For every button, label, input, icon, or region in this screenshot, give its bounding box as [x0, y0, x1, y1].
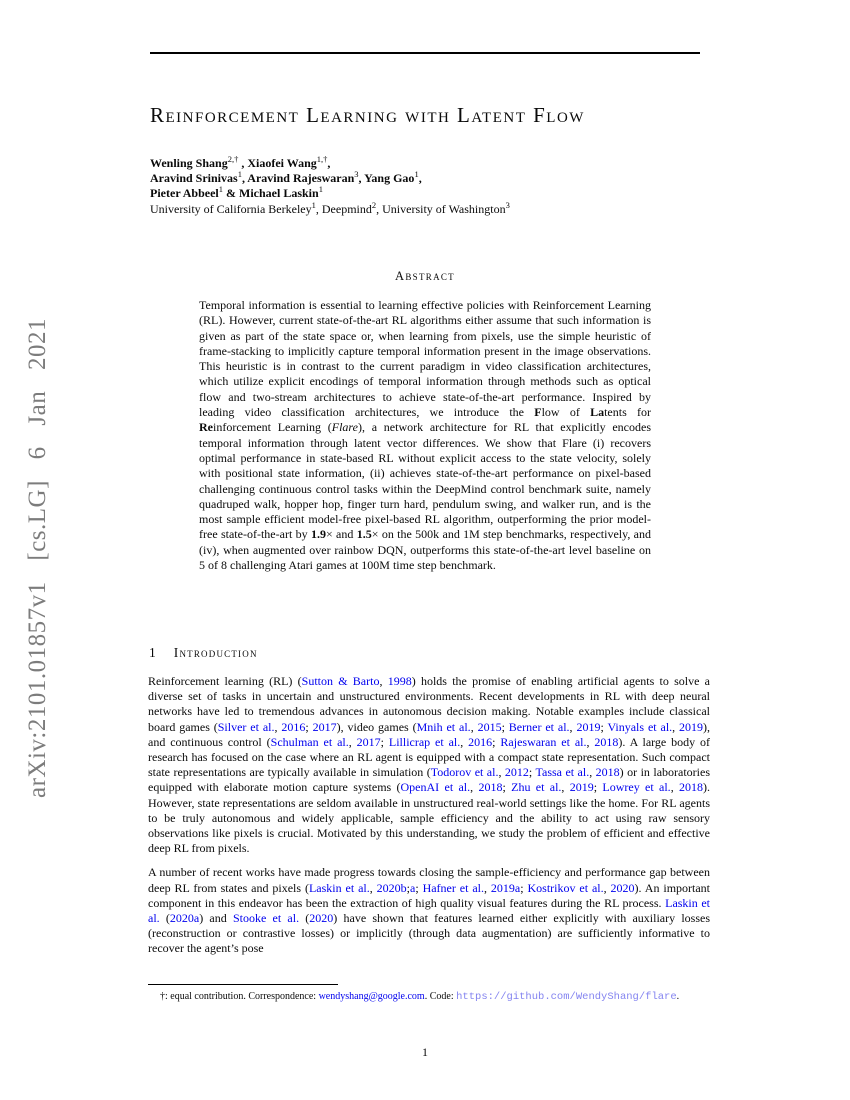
text-segment: ; — [305, 719, 313, 734]
text-segment: La — [590, 405, 605, 420]
author-line — [150, 186, 510, 201]
text-segment: , — [379, 674, 388, 688]
text-segment: , — [672, 719, 680, 734]
citation-link[interactable]: Tassa et al. — [535, 765, 590, 780]
abstract-heading: Abstract — [395, 269, 455, 283]
text-segment: , — [470, 780, 479, 795]
citation-link[interactable]: 1998 — [387, 674, 412, 688]
citation-link[interactable]: Hafner et al. — [422, 880, 485, 895]
citation-link[interactable]: Kostrikov et al. — [527, 880, 604, 895]
text-segment: , — [569, 719, 577, 734]
intro-paragraph — [148, 865, 710, 956]
text-segment: . Code: — [424, 991, 457, 1002]
text-segment: 2,† — [227, 154, 239, 164]
text-segment: ; — [593, 780, 603, 795]
text-segment: tents for — [604, 405, 651, 420]
text-segment: , — [589, 765, 596, 780]
citation-link[interactable]: 2019a — [490, 880, 521, 895]
citation-link[interactable]: 2016 — [468, 734, 493, 749]
citation-link[interactable]: Vinyals et al. — [607, 719, 673, 734]
text-segment: ; — [600, 719, 608, 734]
citation-link[interactable]: Rajeswaran et al. — [500, 734, 587, 749]
text-segment: 1,† — [316, 154, 328, 164]
text-segment: ) holds the promise of enabling artificial agents to solve a diverse set of tasks in uncertain and unstructured environments. Recent developments in RL with deep neural networks have led to tremendous advances in autonomous decision making. Notable examples include classical board games ( — [148, 674, 710, 734]
text-segment: University of California Berkeley — [150, 201, 312, 216]
text-segment: 2 — [371, 199, 377, 210]
text-segment: ; — [502, 780, 512, 795]
text-segment: Pieter Abbeel — [150, 186, 219, 201]
citation-link[interactable]: 2020b — [376, 880, 407, 895]
section-heading-introduction — [149, 645, 258, 661]
citation-link[interactable]: 2018 — [679, 780, 704, 795]
text-segment: ). However, state representations are seldom available in unstructured real-world settings like the home. For RL agents to be truly autonomous and widely applicable, sample efficiency and the ability to act using raw sensory observations like pixels is crucial. Motivated by this understanding, we study the problem of efficient and effective deep RL from pixels. — [148, 780, 711, 856]
citation-link[interactable]: a — [409, 880, 416, 895]
citation-link[interactable]: Lowrey et al. — [602, 780, 671, 795]
text-segment: ; — [528, 765, 536, 780]
citation-link[interactable]: Stooke et al. — [232, 911, 300, 926]
text-segment: & Michael Laskin — [223, 186, 319, 201]
text-segment: , — [670, 780, 680, 795]
text-segment: ). An important component in this endeavor has been the extraction of high quality visual features during the RL process. — [148, 880, 711, 910]
citation-link[interactable]: 2018 — [594, 734, 619, 749]
citation-link[interactable]: 2016 — [281, 719, 306, 734]
text-segment: 1 — [237, 169, 242, 180]
text-segment: 1 — [311, 199, 316, 210]
text-segment: . — [676, 991, 680, 1002]
code-url-link[interactable]: WendyShang/flare — [575, 991, 677, 1003]
text-segment: , — [369, 880, 377, 895]
text-segment: 1.5 — [356, 527, 372, 542]
citation-link[interactable]: Mnih et al. — [416, 719, 471, 734]
footnote-rule — [148, 984, 338, 985]
text-segment: Flare — [331, 420, 358, 435]
text-segment: Wenling Shang — [150, 156, 228, 170]
text-segment: 1 — [218, 184, 224, 195]
text-segment: , — [460, 734, 469, 749]
text-segment: ; — [415, 880, 423, 895]
introduction-body — [148, 674, 710, 966]
affiliation-line — [150, 199, 510, 217]
citation-link[interactable]: 2015 — [477, 719, 502, 734]
text-segment: 3 — [354, 169, 359, 180]
section-number: 1 — [149, 645, 156, 660]
citation-link[interactable]: Sutton & Barto — [301, 674, 380, 688]
citation-link[interactable]: 2017 — [356, 734, 381, 749]
author-block — [150, 156, 510, 217]
text-segment: × and — [325, 527, 357, 542]
text-segment: F — [534, 405, 542, 420]
text-segment: 1.9 — [310, 527, 326, 542]
abstract-text — [199, 298, 651, 573]
text-segment: A number of recent works have made progress towards closing the sample-efficiency and performance gap between deep RL from states and pixels ( — [148, 865, 710, 895]
text-segment: , — [418, 171, 422, 186]
text-segment: Re — [199, 420, 213, 435]
author-line — [150, 156, 510, 171]
text-segment: ; — [520, 880, 528, 895]
text-segment: ; — [380, 734, 389, 749]
text-segment: , — [498, 765, 505, 780]
citation-link[interactable]: 2020a — [169, 911, 200, 926]
text-segment: , Xiaofei Wang — [238, 156, 317, 170]
text-segment: ). A large body of research has focused on the case where an RL agent is equipped with a compact state representation. Such compact state representations are typically available in simulation ( — [148, 734, 711, 780]
text-segment: Aravind Srinivas — [150, 171, 238, 186]
text-segment: , Yang Gao — [358, 171, 415, 186]
text-segment: ), video games ( — [336, 719, 417, 734]
text-segment: , — [327, 156, 331, 170]
text-segment: Temporal information is essential to learning effective policies with Reinforcement Learning (RL). However, current state-of-the-art RL algorithms either assume that such information is given as part of the state space or, when learning from pixels, use the simple heuristic of frame-stacking to implicitly capture temporal information present in the image observations. This heuristic is in contrast to the current paradigm in video classification architectures, which utilize explicit encodings of temporal information through methods such as optical flow and two-stream architectures to achieve state-of-the-art performance. Inspired by leading video classification architectures, we introduce the — [199, 298, 651, 420]
text-segment: , Deepmind — [315, 201, 372, 216]
citation-link[interactable]: 2012 — [504, 765, 529, 780]
text-segment: low of — [541, 405, 591, 420]
citation-link[interactable]: 2019 — [576, 719, 601, 734]
text-segment: , — [274, 719, 282, 734]
text-segment: , — [484, 880, 491, 895]
text-segment: , — [348, 734, 357, 749]
author-line — [150, 171, 510, 186]
text-segment: ) or in laboratories equipped with elaborate motion capture systems ( — [148, 765, 710, 795]
text-segment: × on the 500k and 1M step benchmarks, respectively, and (iv), when augmented over rainbow DQN, outperforms this state-of-the-art level baseline on 5 of 8 challenging Atari games at 100M time step benchmark. — [199, 527, 651, 573]
text-segment: 1 — [318, 184, 323, 195]
text-segment: inforcement Learning ( — [213, 420, 332, 435]
text-segment: ; — [492, 734, 501, 749]
email-link[interactable]: wendyshang@google.com — [318, 991, 425, 1002]
text-segment: ; — [406, 880, 410, 895]
text-segment: †: equal contribution. Correspondence: — [160, 991, 319, 1002]
text-segment: , — [603, 880, 611, 895]
text-segment: ) and — [199, 911, 233, 926]
page-number: 1 — [422, 1045, 428, 1059]
text-segment: ( — [299, 911, 310, 926]
citation-link[interactable]: 2019 — [569, 780, 594, 795]
text-segment: ; — [501, 719, 509, 734]
citation-link[interactable]: 2019 — [679, 719, 704, 734]
citation-link[interactable]: Todorov et al. — [430, 765, 499, 780]
text-segment: , Aravind Rajeswaran — [241, 171, 355, 186]
citation-link[interactable]: Lillicrap et al. — [388, 734, 461, 749]
citation-link[interactable]: 2017 — [312, 719, 337, 734]
title-rule — [150, 52, 700, 54]
citation-link[interactable]: Zhu et al. — [511, 780, 562, 795]
citation-link[interactable]: Schulman et al. — [270, 734, 349, 749]
text-segment: Reinforcement learning (RL) ( — [148, 674, 302, 688]
citation-link[interactable]: Laskin et al. — [148, 895, 710, 926]
text-segment: ), a network architecture for RL that explicitly encodes temporal information through latent vector differences. We show that Flare (i) recovers optimal performance in state-based RL without explicit access to the state velocity, solely with positional state information, (ii) achieves state-of-the-art performance on pixel-based challenging continuous control tasks within the DeepMind control benchmark suite, namely quadruped walk, hopper hop, finger turn hard, pendulum swing, and walker run, and is the most sample efficient model-free pixel-based RL algorithm, outperforming the prior model-free state-of-the-art by — [199, 420, 651, 542]
citation-link[interactable]: 2020 — [610, 880, 635, 895]
citation-link[interactable]: Berner et al. — [508, 719, 570, 734]
text-segment: ), and continuous control ( — [148, 719, 711, 749]
text-segment: ) have shown that features learned either explicitly with auxiliary losses (reconstruction or contrastive losses) or implicitly (through data augmentation) are sufficiently informative to recover the agent’s pose — [148, 911, 711, 956]
section-title: Introduction — [173, 645, 258, 660]
arxiv-watermark: arXiv:2101.01857v1 [cs.LG] 6 Jan 2021 — [24, 318, 51, 798]
text-segment: , — [561, 780, 570, 795]
text-segment: , — [586, 734, 595, 749]
code-url-link[interactable]: https://github.com/ — [456, 991, 576, 1003]
citation-link[interactable]: Silver et al. — [217, 719, 275, 734]
text-segment: 3 — [505, 199, 510, 210]
paper-title: Reinforcement Learning with Latent Flow — [150, 103, 585, 127]
intro-paragraph — [148, 674, 710, 856]
citation-link[interactable]: 2018 — [478, 780, 503, 795]
citation-link[interactable]: OpenAI et al. — [400, 780, 471, 795]
citation-link[interactable]: Laskin et al. — [308, 880, 370, 895]
text-segment: , — [470, 719, 478, 734]
citation-link[interactable]: 2018 — [595, 765, 620, 780]
footnote — [148, 990, 710, 1005]
text-segment: , University of Washington — [376, 201, 506, 216]
text-segment: 1 — [414, 169, 419, 180]
citation-link[interactable]: 2020 — [309, 911, 334, 926]
text-segment: ( — [159, 911, 170, 926]
